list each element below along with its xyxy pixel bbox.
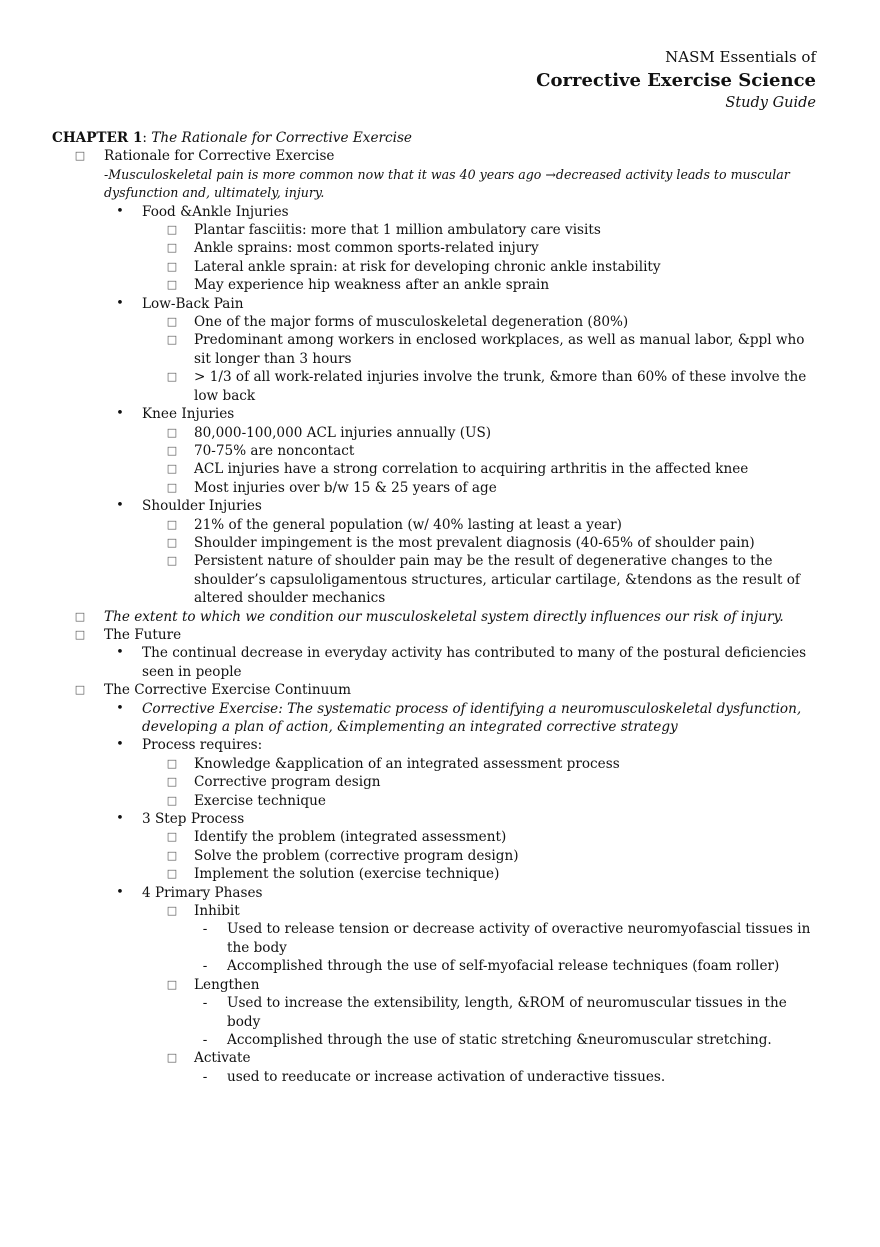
list-item-level-3 [52, 331, 822, 368]
list-item-text: Low-Back Pain [142, 295, 244, 312]
list-item-text: Plantar fasciitis: more that 1 million ambulatory care visits [194, 222, 601, 239]
list-item-text: The continual decrease in everyday activity has contributed to many of the postural deficiencies seen in people [142, 645, 807, 680]
list-item-text: Implement the solution (exercise technique) [194, 866, 500, 883]
list-item-level-1 [52, 626, 822, 644]
list-item-text: Used to increase the extensibility, length, &ROM of neuromuscular tissues in the body [227, 995, 787, 1030]
header-line-3: Study Guide [725, 95, 816, 111]
list-item-text: 21% of the general population (w/ 40% lasting at least a year) [194, 516, 622, 533]
list-item-level-2 [52, 644, 822, 681]
list-item-text: > 1/3 of all work-related injuries involve the trunk, &more than 60% of these involve the low back [194, 369, 807, 404]
dash-bullet-icon: - [202, 1031, 208, 1048]
chapter-separator: : [142, 130, 152, 146]
list-item-level-2 [52, 203, 822, 221]
list-item-level-1 [52, 681, 822, 699]
list-item-text: The extent to which we condition our musculoskeletal system directly influences our risk of injury. [104, 608, 784, 625]
list-item-text: Corrective program design [194, 774, 381, 791]
list-item-text: Used to release tension or decrease activity of overactive neuromyofascial tissues in the body [227, 921, 811, 956]
header-line-1: NASM Essentials of [665, 48, 816, 66]
list-item-text: Accomplished through the use of self-myofacial release techniques (foam roller) [227, 958, 780, 975]
list-item-level-4 [52, 957, 822, 975]
list-item-level-3 [52, 313, 822, 331]
list-item-level-2 [52, 405, 822, 423]
list-item-level-3 [52, 258, 822, 276]
list-item-text: Activate [194, 1050, 251, 1067]
list-item-level-3 [52, 424, 822, 442]
dash-bullet-icon: - [202, 1068, 208, 1085]
list-item-level-4 [52, 1031, 822, 1049]
list-item-level-2 [52, 736, 822, 754]
disc-bullet-icon: • [116, 203, 124, 219]
list-item-level-3 [52, 755, 822, 773]
list-item-level-2 [52, 295, 822, 313]
square-bullet-icon: □ [74, 627, 86, 641]
list-item-level-4 [52, 994, 822, 1031]
outline-list [52, 147, 822, 1086]
list-item-text: Identify the problem (integrated assessment) [194, 829, 507, 846]
list-item-level-1 [52, 608, 822, 626]
list-item-text: used to reeducate or increase activation of underactive tissues. [227, 1068, 666, 1085]
list-item-level-4 [52, 1068, 822, 1086]
list-item-text: Inhibit [194, 903, 240, 920]
square-bullet-icon: □ [166, 535, 178, 549]
disc-bullet-icon: • [116, 700, 124, 716]
list-item-level-4 [52, 920, 822, 957]
square-bullet-icon: □ [166, 517, 178, 531]
square-bullet-icon: □ [166, 241, 178, 255]
square-bullet-icon: □ [166, 278, 178, 292]
document-header [536, 46, 816, 115]
list-item-level-2 [52, 810, 822, 828]
square-bullet-icon: □ [166, 223, 178, 237]
square-bullet-icon: □ [166, 554, 178, 568]
square-bullet-icon: □ [166, 315, 178, 329]
list-item-text: Knee Injuries [142, 406, 235, 423]
square-bullet-icon: □ [74, 609, 86, 623]
list-item-text: Exercise technique [194, 792, 326, 809]
list-item-text: 4 Primary Phases [142, 884, 263, 901]
square-bullet-icon: □ [166, 259, 178, 273]
document-body [52, 129, 822, 1086]
disc-bullet-icon: • [116, 498, 124, 514]
list-item-level-3 [52, 479, 822, 497]
list-item-level-3 [52, 552, 822, 607]
square-bullet-icon: □ [166, 333, 178, 347]
square-bullet-icon: □ [166, 1051, 178, 1065]
list-item-text: Solve the problem (corrective program design) [194, 847, 519, 864]
list-item-level-3 [52, 239, 822, 257]
disc-bullet-icon: • [116, 737, 124, 753]
chapter-heading [52, 129, 822, 147]
list-item-text: Shoulder impingement is the most prevalent diagnosis (40-65% of shoulder pain) [194, 534, 755, 551]
chapter-label: CHAPTER 1 [52, 130, 143, 146]
list-item-level-3 [52, 865, 822, 883]
list-item-text: Knowledge &application of an integrated assessment process [194, 755, 620, 772]
chapter-title: The Rationale for Corrective Exercise [151, 130, 412, 146]
square-bullet-icon: □ [166, 867, 178, 881]
list-item-text: -Musculoskeletal pain is more common now that it was 40 years ago →decreased activity leads to muscular dysfunction and, ultimately, injury. [104, 166, 790, 201]
list-item-text: Predominant among workers in enclosed workplaces, as well as manual labor, &ppl who sit longer than 3 hours [194, 332, 805, 367]
list-item-level-3 [52, 276, 822, 294]
list-item-text: The Future [104, 626, 182, 643]
disc-bullet-icon: • [116, 295, 124, 311]
square-bullet-icon: □ [166, 848, 178, 862]
square-bullet-icon: □ [166, 443, 178, 457]
list-item-level-3 [52, 534, 822, 552]
list-item-level-3 [52, 442, 822, 460]
list-item-text: Ankle sprains: most common sports-related injury [194, 240, 539, 257]
list-item-level-3 [52, 902, 822, 920]
list-item-text: 3 Step Process [142, 811, 245, 828]
list-item-level-3 [52, 847, 822, 865]
list-item-text: The Corrective Exercise Continuum [104, 682, 352, 699]
dash-bullet-icon: - [202, 995, 208, 1012]
square-bullet-icon: □ [166, 793, 178, 807]
disc-bullet-icon: • [116, 811, 124, 827]
list-item-level-2 [52, 497, 822, 515]
list-item-level-3 [52, 792, 822, 810]
list-item-text: 80,000-100,000 ACL injuries annually (US) [194, 424, 492, 441]
square-bullet-icon: □ [166, 425, 178, 439]
list-item-text: Corrective Exercise: The systematic process of identifying a neuromusculoskeletal dysfunction, developing a plan of action, &implementing an integrated corrective strategy [142, 700, 802, 735]
list-item-text: Lengthen [194, 976, 260, 993]
list-item-text: 70-75% are noncontact [194, 442, 355, 459]
square-bullet-icon: □ [166, 756, 178, 770]
list-item-level-3 [52, 460, 822, 478]
square-bullet-icon: □ [74, 683, 86, 697]
list-item-level-3 [52, 1049, 822, 1067]
square-bullet-icon: □ [166, 977, 178, 991]
list-item-text: ACL injuries have a strong correlation to acquiring arthritis in the affected knee [194, 461, 749, 478]
list-item-text: Lateral ankle sprain: at risk for developing chronic ankle instability [194, 258, 661, 275]
square-bullet-icon: □ [74, 149, 86, 163]
list-item-text: One of the major forms of musculoskeletal degeneration (80%) [194, 314, 629, 331]
list-item-level-3 [52, 221, 822, 239]
square-bullet-icon: □ [166, 462, 178, 476]
list-item-text: Process requires: [142, 737, 263, 754]
disc-bullet-icon: • [116, 406, 124, 422]
list-item-level-2 [52, 884, 822, 902]
list-note [52, 166, 822, 203]
list-item-level-3 [52, 976, 822, 994]
disc-bullet-icon: • [116, 884, 124, 900]
dash-bullet-icon: - [202, 921, 208, 938]
square-bullet-icon: □ [166, 830, 178, 844]
list-item-level-2 [52, 700, 822, 737]
list-item-level-1 [52, 147, 822, 165]
list-item-level-3 [52, 773, 822, 791]
square-bullet-icon: □ [166, 904, 178, 918]
list-item-text: Rationale for Corrective Exercise [104, 148, 335, 165]
list-item-level-3 [52, 368, 822, 405]
square-bullet-icon: □ [166, 370, 178, 384]
list-item-level-3 [52, 516, 822, 534]
square-bullet-icon: □ [166, 480, 178, 494]
list-item-text: Shoulder Injuries [142, 498, 262, 515]
list-item-text: Food &Ankle Injuries [142, 203, 289, 220]
list-item-level-3 [52, 828, 822, 846]
list-item-text: Persistent nature of shoulder pain may be the result of degenerative changes to the shoulder’s capsuloligamentous structures, articular cartilage, &tendons as the result of altered shoulder mechanics [194, 553, 800, 607]
list-item-text: Accomplished through the use of static stretching &neuromuscular stretching. [227, 1031, 772, 1048]
header-line-2: Corrective Exercise Science [536, 70, 816, 91]
dash-bullet-icon: - [202, 958, 208, 975]
list-item-text: May experience hip weakness after an ankle sprain [194, 277, 550, 294]
square-bullet-icon: □ [166, 775, 178, 789]
disc-bullet-icon: • [116, 645, 124, 661]
list-item-text: Most injuries over b/w 15 & 25 years of age [194, 479, 497, 496]
